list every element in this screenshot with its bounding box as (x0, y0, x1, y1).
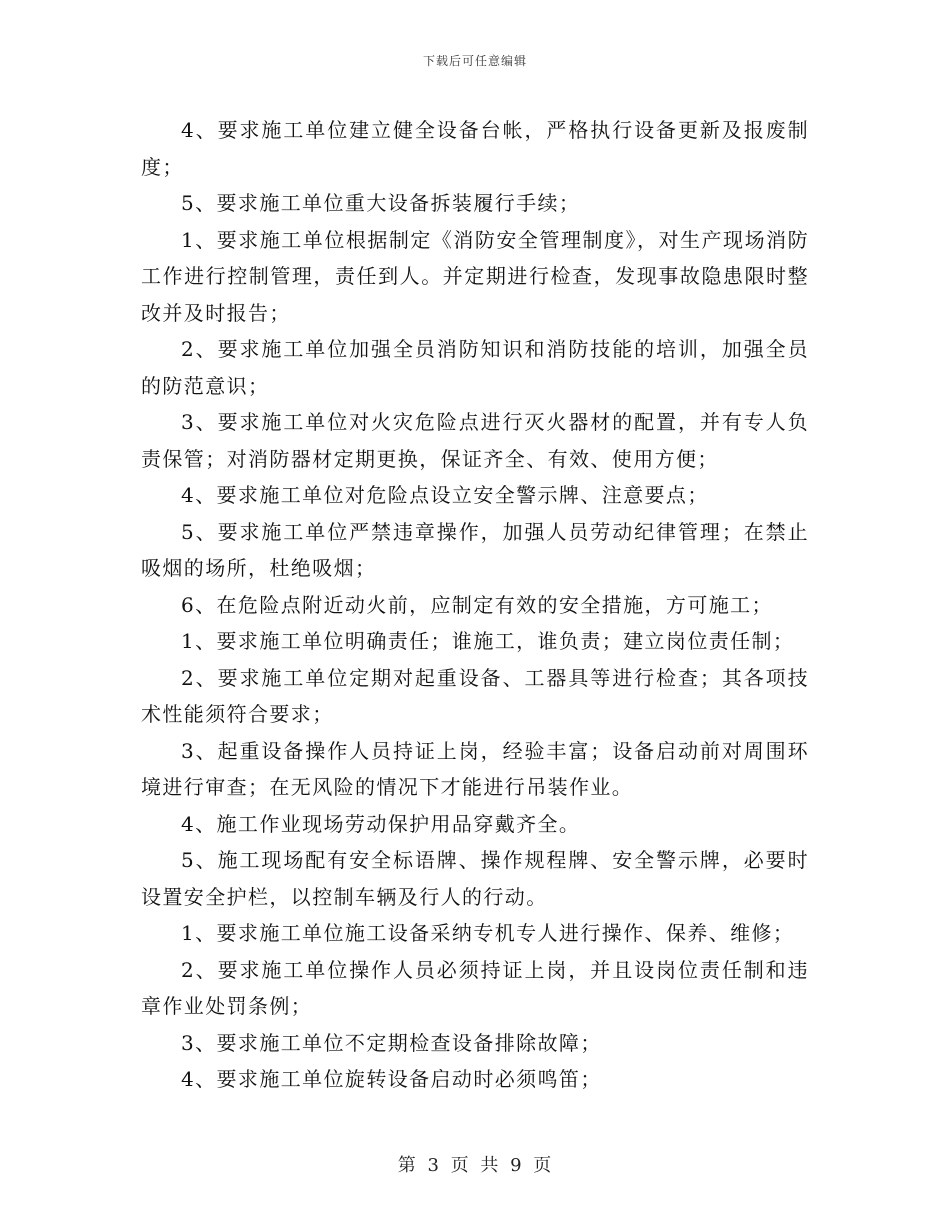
paragraph: 2、要求施工单位定期对起重设备、工器具等进行检查；其各项技术性能须符合要求； (141, 665, 809, 726)
page-footer: 第 3 页 共 9 页 (397, 1155, 553, 1176)
paragraph: 5、施工现场配有安全标语牌、操作规程牌、安全警示牌，必要时设置安全护栏，以控制车辆及行人的行动。 (141, 848, 809, 909)
paragraph: 1、要求施工单位施工设备采纳专机专人进行操作、保养、维修； (181, 921, 795, 945)
paragraph: 2、要求施工单位加强全员消防知识和消防技能的培训，加强全员的防范意识； (141, 337, 809, 398)
page-header: 下载后可任意编辑 (422, 54, 527, 68)
paragraph: 5、要求施工单位严禁违章操作，加强人员劳动纪律管理；在禁止吸烟的场所，杜绝吸烟； (141, 519, 809, 580)
paragraph: 4、要求施工单位旋转设备启动时必须鸣笛； (181, 1067, 602, 1091)
document-body (141, 112, 809, 1098)
paragraph: 4、施工作业现场劳动保护用品穿戴齐全。 (181, 811, 581, 836)
paragraph: 3、要求施工单位对火灾危险点进行灭火器材的配置，并有专人负责保管；对消防器材定期更换，保证齐全、有效、使用方便； (141, 410, 809, 471)
paragraph: 2、要求施工单位操作人员必须持证上岗，并且设岗位责任制和违章作业处罚条例； (141, 957, 809, 1018)
paragraph: 1、要求施工单位根据制定《消防安全管理制度》，对生产现场消防工作进行控制管理，责任到人。并定期进行检查，发现事故隐患限时整改并及时报告； (141, 227, 809, 325)
paragraph: 3、要求施工单位不定期检查设备排除故障； (181, 1030, 602, 1055)
paragraph: 5、要求施工单位重大设备拆装履行手续； (181, 191, 581, 215)
paragraph: 6、在危险点附近动火前，应制定有效的安全措施，方可施工； (181, 592, 773, 617)
paragraph: 1、要求施工单位明确责任；谁施工，谁负责；建立岗位责任制； (181, 629, 795, 653)
paragraph: 3、起重设备操作人员持证上岗，经验丰富；设备启动前对周围环境进行审查；在无风险的情况下才能进行吊装作业。 (141, 738, 809, 799)
paragraph: 4、要求施工单位建立健全设备台帐，严格执行设备更新及报废制度； (141, 118, 809, 179)
paragraph: 4、要求施工单位对危险点设立安全警示牌、注意要点； (181, 483, 709, 507)
